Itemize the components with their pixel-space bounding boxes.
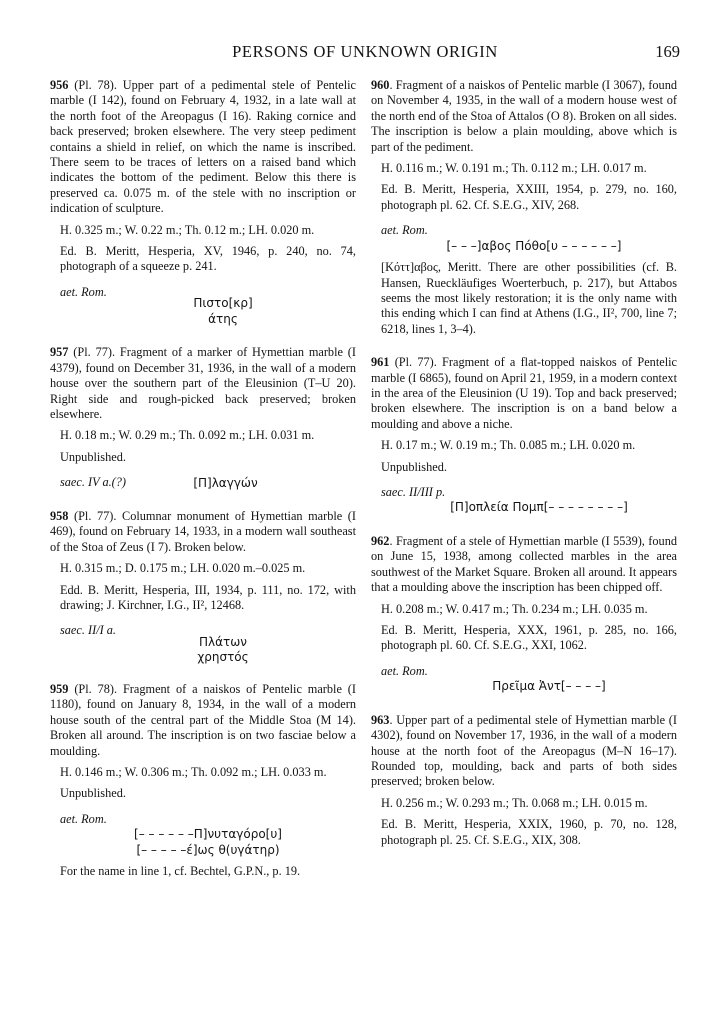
inscription-line: Πρεῖμα Ἀντ[– – – –] [492, 679, 606, 694]
left-column [50, 78, 356, 880]
page-number: 169 [655, 42, 680, 61]
entry-description: (Pl. 77). Fragment of a flat-topped naiskos of Pentelic marble (I 6865), found on April 21, 1959, in a modern context in the area of the Eleusinion (U 19). Top and back preserved; broken elsewhere. The inscription is on a band below a moulding and above a niche. [371, 355, 677, 431]
edition: Ed. B. Meritt, Hesperia, XXIX, 1960, p. 70, no. 128, photograph pl. 25. Cf. S.E.G., XIX, 308. [381, 817, 677, 847]
measurements: H. 0.315 m.; D. 0.175 m.; LH. 0.020 m.–0.025 m. [60, 561, 306, 576]
date-label: aet. Rom. [60, 811, 107, 826]
date-label: aet. Rom. [60, 284, 107, 299]
entry-number: 963 [371, 712, 390, 727]
edition: Ed. B. Meritt, Hesperia, XXIII, 1954, p. 279, no. 160, photograph pl. 62. Cf. S.E.G., XIV, 268. [381, 182, 677, 212]
measurements: H. 0.325 m.; W. 0.22 m.; Th. 0.12 m.; LH. 0.020 m. [60, 222, 315, 237]
measurements: H. 0.208 m.; W. 0.417 m.; Th. 0.234 m.; LH. 0.035 m. [381, 601, 648, 616]
entry-957 [50, 345, 356, 491]
date-label: aet. Rom. [381, 223, 428, 238]
edition: Edd. B. Meritt, Hesperia, III, 1934, p. 111, no. 172, with drawing; J. Kirchner, I.G., II², 12468. [60, 582, 356, 613]
entry-description: (Pl. 77). Columnar monument of Hymettian marble (I 469), found on February 14, 1933, in a modern wall southeast of the Stoa of Zeus (I 7). Broken below. [50, 509, 356, 554]
entry-963 [371, 713, 677, 848]
inscription-line: Πλάτων [198, 634, 247, 649]
inscription-line: Πιστο[κρ] [193, 296, 253, 311]
inscription-line: [– – –]αβος Πόθο[υ – – – – – –] [446, 238, 622, 253]
inscription-line: [– – – – –έ]ως θ(υγάτηρ) [136, 842, 280, 857]
entry-number: 962 [371, 533, 390, 548]
measurements: H. 0.116 m.; W. 0.191 m.; Th. 0.112 m.; LH. 0.017 m. [381, 161, 647, 176]
edition: Ed. B. Meritt, Hesperia, XXX, 1961, p. 285, no. 166, photograph pl. 60. Cf. S.E.G., XXI, 1062. [381, 622, 677, 653]
entry-956 [50, 78, 356, 327]
date-label: saec. IV a.(?) [60, 475, 127, 490]
entry-description: . Fragment of a naiskos of Pentelic marble (I 3067), found on November 4, 1935, in the wall of a modern house west of the north end of the Stoa of Attalos (O 8). Broken on all sides. The inscription is below a plain moulding, above which is part of the pediment. [371, 78, 677, 154]
commentary-note: [Κόττ]αβος, Meritt. There are other possibilities (cf. B. Hansen, Rueckläufiges Woerterbuch, p. 217), but Attabos seems the most likely restoration; it is the only name with this ending which I can find at Athens (I.G., II², 700, line 7; 6218, lines 1, 3–4). [381, 260, 677, 336]
inscription [371, 679, 677, 695]
page-title: PERSONS OF UNKNOWN ORIGIN [232, 42, 498, 61]
date-label: aet. Rom. [381, 663, 428, 678]
entry-number: 960 [371, 78, 390, 92]
entry-description: . Fragment of a stele of Hymettian marble (I 5539), found on June 15, 1938, among collected marbles in the area southwest of the Market Square. Broken all around. It appears that a moulding above the inscription has been chipped off. [371, 533, 677, 595]
entry-number: 959 [50, 681, 69, 696]
publication-status: Unpublished. [60, 786, 126, 801]
measurements: H. 0.256 m.; W. 0.293 m.; Th. 0.068 m.; LH. 0.015 m. [381, 795, 648, 810]
entry-description: (Pl. 78). Upper part of a pedimental stele of Pentelic marble (I 142), found on February 4, 1932, in a late wall at the north foot of the Areopagus (I 16). Raking cornice and back preserved; broken elsewhere. The very steep pediment contains a shield in relief, on which the name is inscribed. There seem to be traces of letters on a raised band which indicates the bottom of the pediment. Below this there is preserved ca. 0.075 m. of the stele with no inscription or indication of sculpture. [50, 78, 356, 216]
entry-description: . Upper part of a pedimental stele of Hymettian marble (I 4302), found on November 17, 1936, in the wall of a modern house at the north foot of the Areopagus (M–N 16–17). Rounded top, moulding, back and parts of both sides preserved; broken below. [371, 712, 677, 789]
inscription [371, 500, 677, 516]
inscription [371, 239, 677, 255]
entry-959 [50, 682, 356, 880]
inscription-line: άτης [208, 311, 238, 326]
inscription-line: [Π]οπλεία Πομπ[– – – – – – – –] [450, 500, 628, 515]
date-label: saec. II/III p. [381, 485, 446, 500]
inscription [50, 635, 356, 666]
entry-961 [371, 355, 677, 516]
measurements: H. 0.18 m.; W. 0.29 m.; Th. 0.092 m.; LH. 0.031 m. [60, 428, 315, 443]
edition: Ed. B. Meritt, Hesperia, XV, 1946, p. 240, no. 74, photograph of a squeeze p. 241. [60, 244, 356, 274]
entry-description: (Pl. 78). Fragment of a naiskos of Pentelic marble (I 1180), found on January 8, 1934, in the wall of a modern house south of the central part of the Middle Stoa (M 14). Broken all around. The inscription is on two fasciae below a moulding. [50, 681, 356, 758]
inscription-line: [Π]λαγγών [193, 475, 258, 490]
entry-960 [371, 78, 677, 337]
entry-962 [371, 534, 677, 695]
entry-958 [50, 509, 356, 666]
entry-description: (Pl. 77). Fragment of a marker of Hymettian marble (I 4379), found on December 31, 1936, in the wall of a modern house over the southern part of the Eleusinion (T–U 20). Right side and rough-picked back preserved; broken elsewhere. [50, 345, 356, 421]
commentary-note: For the name in line 1, cf. Bechtel, G.P.N., p. 19. [60, 864, 301, 879]
measurements: H. 0.146 m.; W. 0.306 m.; Th. 0.092 m.; LH. 0.033 m. [60, 764, 327, 779]
inscription-line: [– – – – – –Π]νυταγόρο[υ] [134, 827, 282, 842]
inscription [50, 827, 356, 858]
entry-number: 958 [50, 509, 69, 524]
entry-number: 957 [50, 345, 69, 360]
inscription-line: χρηστός [197, 650, 249, 665]
publication-status: Unpublished. [381, 459, 447, 474]
running-header [50, 42, 680, 64]
entry-number: 961 [371, 355, 390, 370]
inscription [50, 296, 356, 327]
date-label: saec. II/I a. [60, 623, 116, 638]
right-column [371, 78, 677, 848]
measurements: H. 0.17 m.; W. 0.19 m.; Th. 0.085 m.; LH. 0.020 m. [381, 438, 636, 453]
entry-number: 956 [50, 78, 69, 92]
publication-status: Unpublished. [60, 449, 126, 464]
